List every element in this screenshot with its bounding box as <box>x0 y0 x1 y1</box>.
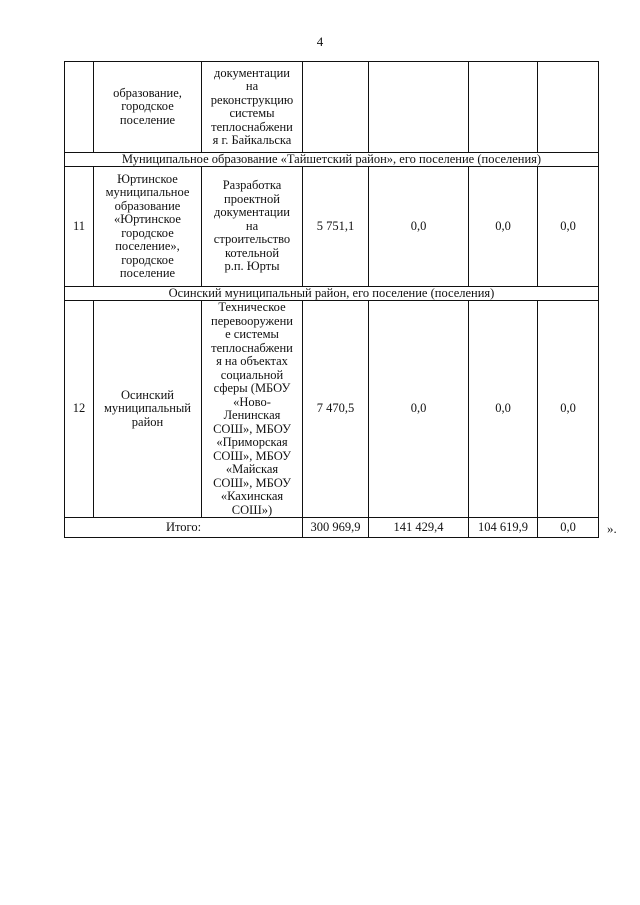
cell-year1: 0,0 <box>369 301 469 518</box>
cell-purpose: документации на реконструкцию системы теплоснабжени я г. Байкальска <box>202 62 303 153</box>
cell-total <box>303 62 369 153</box>
cell-num: 12 <box>65 301 94 518</box>
cell-recipient: образование, городское поселение <box>94 62 202 153</box>
table-row-11 <box>65 167 599 287</box>
cell-recipient: Юртинское муниципальное образование «Юртинское городское поселение», городское поселение <box>94 167 202 287</box>
cell-purpose: Разработка проектной документации на строительство котельной р.п. Юрты <box>202 167 303 287</box>
cell-num: 11 <box>65 167 94 287</box>
section-heading: Осинский муниципальный район, его поселение (поселения) <box>65 287 599 301</box>
cell-year1: 0,0 <box>369 167 469 287</box>
cell-year2 <box>469 62 538 153</box>
cell-year1 <box>369 62 469 153</box>
cell-year2: 0,0 <box>469 301 538 518</box>
cell-year2: 104 619,9 <box>469 518 538 538</box>
table-row-12 <box>65 301 599 518</box>
cell-year1: 141 429,4 <box>369 518 469 538</box>
page-number: 4 <box>316 34 324 49</box>
section-row-taishet <box>65 153 599 167</box>
cell-total: 300 969,9 <box>303 518 369 538</box>
cell-total: 7 470,5 <box>303 301 369 518</box>
cell-recipient: Осинский муниципальный район <box>94 301 202 518</box>
table-row-totals <box>65 518 599 538</box>
section-heading: Муниципальное образование «Тайшетский район», его поселение (поселения) <box>65 153 599 167</box>
cell-year3: 0,0 <box>538 301 599 518</box>
funding-table <box>64 61 599 538</box>
totals-label: Итого: <box>65 518 303 538</box>
cell-year2: 0,0 <box>469 167 538 287</box>
cell-year3: 0,0 <box>538 518 599 538</box>
cell-num <box>65 62 94 153</box>
closing-quote-mark: ». <box>607 521 617 536</box>
cell-total: 5 751,1 <box>303 167 369 287</box>
table-row-continued <box>65 62 599 153</box>
cell-year3: 0,0 <box>538 167 599 287</box>
cell-year3 <box>538 62 599 153</box>
section-row-osa <box>65 287 599 301</box>
cell-purpose: Техническое перевооружени е системы теплоснабжени я на объектах социальной сферы (МБОУ «Ново- Ленинская СОШ», МБОУ «Приморская СОШ», МБОУ «Майская СОШ», МБОУ «Кахинская СОШ») <box>202 301 303 518</box>
